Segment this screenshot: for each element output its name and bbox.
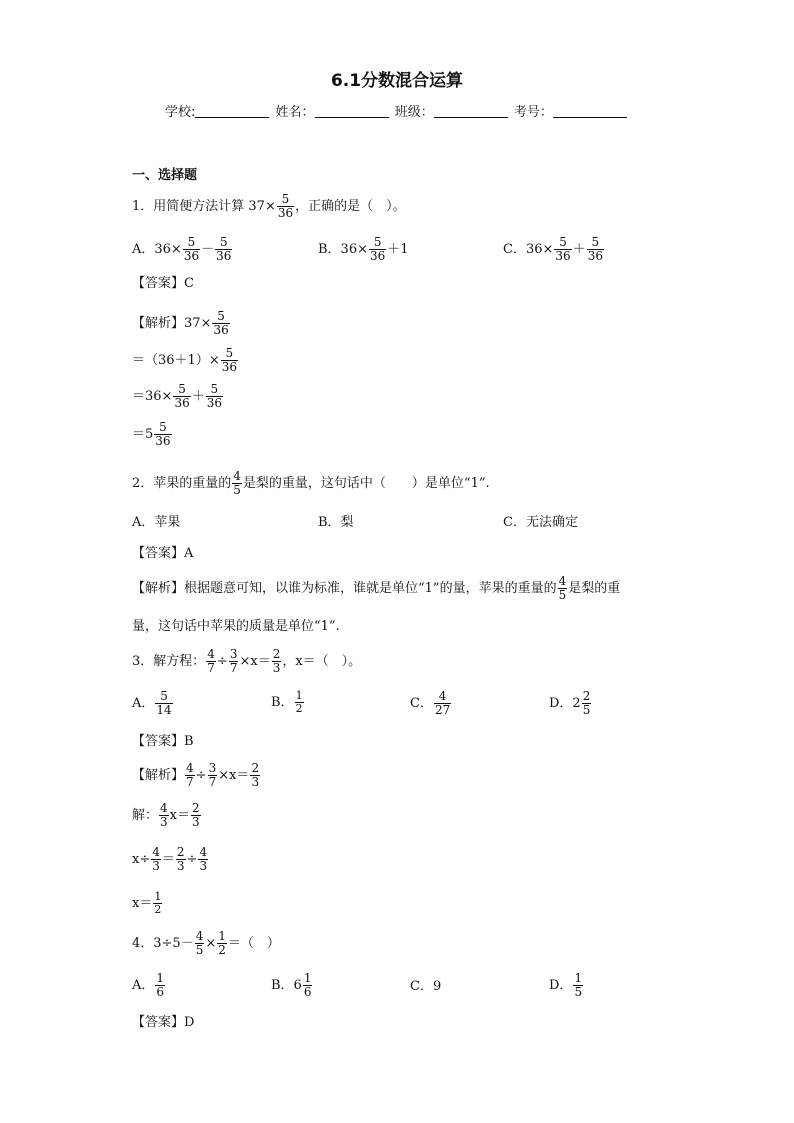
page-title: 6.1分数混合运算 xyxy=(330,71,464,91)
option-text: ＋1 xyxy=(387,241,409,257)
option-label: A． xyxy=(132,977,155,993)
class-label: 班级： xyxy=(394,105,434,120)
option-label: D．2 xyxy=(549,695,581,711)
fraction: $\frac{1}{5}$ xyxy=(574,971,583,999)
q4-option-c[interactable]: C．9 xyxy=(410,979,442,994)
question-text: 1．用简便方法计算 37× xyxy=(132,198,276,214)
question-text: ，正确的是（ ）。 xyxy=(295,198,406,214)
fraction: $\frac{4}{5}$ xyxy=(195,929,204,957)
operator: － xyxy=(201,241,215,257)
q1-option-c[interactable] xyxy=(503,236,605,262)
fraction: $\frac{4}{7}$ xyxy=(207,647,215,675)
fraction: $\frac{2}{3}$ xyxy=(272,647,281,675)
fraction: $\frac{5}{14}$ xyxy=(156,689,172,717)
q1-option-b[interactable] xyxy=(318,236,409,262)
question-text: 4．3÷5－ xyxy=(132,935,194,951)
option-label: B． xyxy=(271,694,294,710)
step-text: x＝ xyxy=(132,895,153,911)
fraction: $\frac{3}{7}$ xyxy=(208,761,217,789)
question-4 xyxy=(132,930,280,956)
fraction: $\frac{4}{3}$ xyxy=(160,801,168,829)
name-label: 姓名： xyxy=(275,105,315,120)
q3-option-d[interactable] xyxy=(549,690,592,716)
step-text: x÷ xyxy=(132,851,151,867)
question-3 xyxy=(132,648,361,674)
q2-analysis xyxy=(132,575,620,601)
q4-option-a[interactable] xyxy=(132,972,166,998)
student-info-line xyxy=(165,105,629,119)
fraction: $\frac{5}{36}$ xyxy=(213,309,229,337)
fraction: $\frac{5}{36}$ xyxy=(370,235,386,263)
q4-answer: 【答案】D xyxy=(132,1015,195,1030)
option-label: B．6 xyxy=(271,977,302,993)
fraction: $\frac{4}{3}$ xyxy=(152,845,160,873)
operator: ＝ xyxy=(161,851,175,867)
exam-no-blank[interactable] xyxy=(553,105,627,118)
operator: × xyxy=(205,935,217,951)
fraction: $\frac{5}{36}$ xyxy=(555,235,571,263)
option-label: A． xyxy=(132,695,155,711)
step-text: x＝ xyxy=(169,807,190,823)
q4-option-d[interactable] xyxy=(549,972,584,998)
analysis-text: 【解析】根据题意可知，以谁为标准，谁就是单位“1”的量，苹果的重量的 xyxy=(132,580,557,596)
q3-option-b[interactable] xyxy=(271,690,305,714)
fraction: $\frac{5}{36}$ xyxy=(216,235,232,263)
fraction: $\frac{2}{3}$ xyxy=(251,761,260,789)
operator: ＋ xyxy=(572,241,586,257)
fraction: $\frac{2}{5}$ xyxy=(582,689,591,717)
step-text: ＝36× xyxy=(132,388,173,404)
q3-analysis xyxy=(132,762,261,788)
fraction: $\frac{4}{5}$ xyxy=(558,574,567,602)
fraction: $\frac{5}{36}$ xyxy=(206,382,223,410)
fraction: $\frac{5}{36}$ xyxy=(277,192,294,220)
q3-option-c[interactable] xyxy=(410,690,452,716)
question-text: 2．苹果的重量的 xyxy=(132,475,232,491)
operator: ＋ xyxy=(191,388,205,404)
fraction: $\frac{1}{2}$ xyxy=(295,689,303,715)
fraction: $\frac{5}{36}$ xyxy=(174,382,190,410)
fraction: $\frac{5}{36}$ xyxy=(221,346,237,374)
q1-option-a[interactable] xyxy=(132,236,233,262)
question-text: 3．解方程： xyxy=(132,653,206,669)
q1-answer: 【答案】C xyxy=(132,276,194,291)
q1-step-1 xyxy=(132,347,239,373)
q4-option-b[interactable] xyxy=(271,972,313,998)
q2-option-b[interactable]: B．梨 xyxy=(318,515,354,530)
q2-option-a[interactable]: A．苹果 xyxy=(132,515,181,530)
operator: ÷ xyxy=(195,767,207,783)
question-2 xyxy=(132,470,490,496)
q3-option-a[interactable] xyxy=(132,690,174,716)
analysis-label: 【解析】 xyxy=(132,767,185,783)
option-label: B．36× xyxy=(318,241,368,257)
q3-solve-line-2 xyxy=(132,846,209,872)
analysis-text: ×x＝ xyxy=(218,767,250,783)
fraction: $\frac{5}{36}$ xyxy=(587,235,603,263)
option-label: D． xyxy=(549,977,573,993)
fraction: $\frac{4}{3}$ xyxy=(199,845,208,873)
exam-no-label: 考号： xyxy=(513,105,553,120)
question-text: ×x＝ xyxy=(239,653,271,669)
school-blank[interactable] xyxy=(195,105,269,118)
fraction: $\frac{1}{6}$ xyxy=(156,971,165,999)
fraction: $\frac{2}{3}$ xyxy=(176,845,185,873)
fraction: $\frac{5}{36}$ xyxy=(183,235,200,263)
q3-solve-line-3 xyxy=(132,891,163,915)
fraction: $\frac{5}{36}$ xyxy=(155,420,171,448)
option-label: C．36× xyxy=(503,241,554,257)
fraction: $\frac{3}{7}$ xyxy=(229,647,238,675)
q1-step-2 xyxy=(132,383,224,409)
fraction: $\frac{1}{2}$ xyxy=(154,890,162,916)
fraction: $\frac{4}{27}$ xyxy=(434,689,451,717)
option-label: A．36× xyxy=(132,241,182,257)
fraction: $\frac{2}{3}$ xyxy=(192,801,200,829)
q2-answer: 【答案】A xyxy=(132,546,194,561)
step-text: ＝5 xyxy=(132,426,154,442)
fraction: $\frac{1}{6}$ xyxy=(303,971,312,999)
class-blank[interactable] xyxy=(434,105,508,118)
question-text: ，x＝（ ）。 xyxy=(282,653,362,669)
step-text: ＝（36＋1）× xyxy=(132,352,220,368)
section-heading: 一、选择题 xyxy=(132,168,198,183)
option-label: C． xyxy=(410,695,433,711)
name-blank[interactable] xyxy=(315,105,389,118)
question-text: 是梨的重量，这句话中（ ）是单位“1”. xyxy=(242,475,490,491)
solve-label: 解： xyxy=(132,807,159,823)
q2-option-c[interactable]: C．无法确定 xyxy=(503,515,578,530)
q3-solve-line-1 xyxy=(132,802,202,828)
analysis-text: 是梨的重 xyxy=(568,580,621,596)
operator: ÷ xyxy=(186,851,198,867)
question-1 xyxy=(132,193,406,219)
question-text: ＝（ ） xyxy=(227,935,280,951)
operator: ÷ xyxy=(216,653,228,669)
fraction: $\frac{1}{2}$ xyxy=(218,929,226,957)
q1-analysis xyxy=(132,310,231,336)
fraction: $\frac{4}{5}$ xyxy=(233,469,241,497)
fraction: $\frac{4}{7}$ xyxy=(186,761,194,789)
q2-analysis-cont: 量，这句话中苹果的质量是单位“1”. xyxy=(132,619,340,634)
analysis-label: 【解析】37× xyxy=(132,315,212,331)
q1-step-3 xyxy=(132,421,173,447)
q3-answer: 【答案】B xyxy=(132,734,194,749)
school-label: 学校: xyxy=(165,105,196,120)
